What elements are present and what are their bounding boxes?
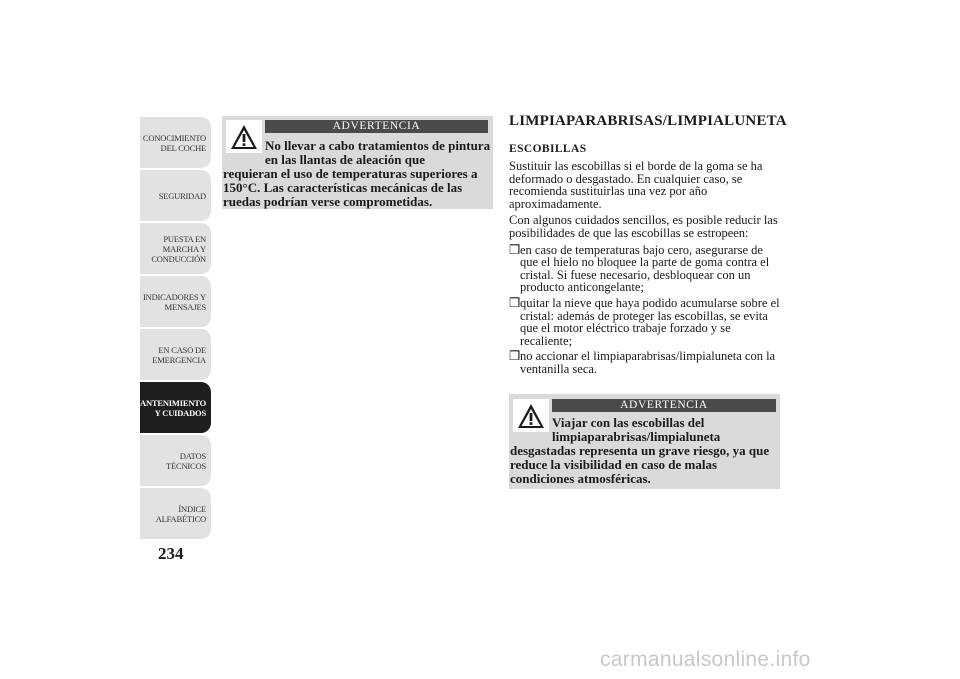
list-item-text: en caso de temperaturas bajo cero, asegurarse de que el hielo no bloquee la parte de goma contra el cristal. Si fuese necesario, desbloquear con un producto anticongelante; (520, 242, 770, 295)
tab-datos-tecnicos[interactable]: DATOS TÉCNICOS (140, 435, 211, 486)
watermark: carmanualsonline.info (600, 648, 811, 671)
warning-text-rest: requieran el uso de temperaturas superiores a 150°C. Las características mecánicas de las ruedas podrían verse comprometidas. (223, 166, 478, 209)
care-list (509, 244, 784, 376)
subsection-title: ESCOBILLAS (509, 143, 587, 155)
checkbox-bullet-icon: ❒ (509, 295, 521, 310)
paragraph: Sustituir las escobillas si el borde de la goma se ha deformado o desgastado. En cualquier caso, se recomienda sustituirlas una vez por año aproximadamente. (509, 159, 763, 211)
warning-text-first-lines: Viajar con las escobillas del limpiaparabrisas/limpialuneta (552, 415, 721, 444)
tab-conocimiento-del-coche[interactable]: CONOCIMIENTO DEL COCHE (140, 117, 211, 168)
checkbox-bullet-icon: ❒ (509, 242, 521, 257)
page-number: 234 (158, 544, 184, 563)
warning-text (223, 139, 491, 209)
warning-text (510, 416, 778, 486)
warning-box-alloy-wheels (222, 116, 493, 209)
tab-en-caso-de-emergencia[interactable]: EN CASO DE EMERGENCIA (140, 329, 211, 380)
list-item (509, 297, 784, 347)
tab-puesta-en-marcha[interactable]: PUESTA EN MARCHA Y CONDUCCIÓN (140, 223, 211, 274)
list-item-text: quitar la nieve que haya podido acumularse sobre el cristal: además de proteger las escobillas, se evita que el motor eléctrico trabaje forzado y se recaliente; (520, 295, 780, 348)
section-title: LIMPIAPARABRISAS/LIMPIALUNETA (509, 113, 787, 129)
tab-seguridad[interactable]: SEGURIDAD (140, 170, 211, 221)
list-item (509, 244, 784, 294)
paragraph: Con algunos cuidados sencillos, es posible reducir las posibilidades de que las escobillas se estropeen: (509, 213, 778, 240)
warning-text-first-lines: No llevar a cabo tratamientos de pintura en las llantas de aleación que (265, 138, 491, 167)
list-item (509, 350, 784, 375)
chapter-sidebar (132, 117, 211, 541)
warning-heading: ADVERTENCIA (265, 120, 488, 133)
tab-mantenimiento-y-cuidados[interactable]: MANTENIMIENTO Y CUIDADOS (140, 382, 211, 433)
list-item-text: no accionar el limpiaparabrisas/limpialuneta con la ventanilla seca. (520, 349, 776, 376)
checkbox-bullet-icon: ❒ (509, 349, 521, 364)
tab-indice-alfabetico[interactable]: ÍNDICE ALFABÉTICO (140, 488, 211, 539)
warning-box-wiper-blades (509, 394, 780, 489)
warning-heading: ADVERTENCIA (552, 399, 776, 412)
tab-indicadores-y-mensajes[interactable]: INDICADORES Y MENSAJES (140, 276, 211, 327)
warning-text-rest: desgastadas representa un grave riesgo, ya que reduce la visibilidad en caso de malas condiciones atmosféricas. (510, 443, 770, 486)
section-body (509, 160, 784, 379)
